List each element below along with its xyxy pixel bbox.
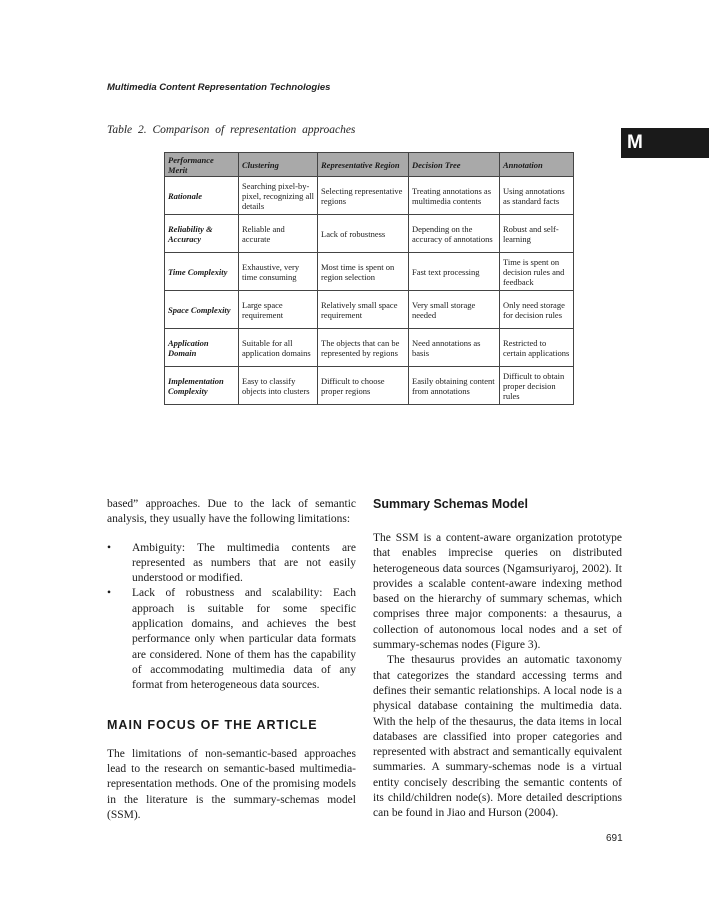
- table-cell: Restricted to certain applications: [500, 329, 574, 367]
- table-cell: Robust and self-learning: [500, 215, 574, 253]
- table-cell: Lack of robustness: [318, 215, 409, 253]
- header-annotation: Annotation: [500, 153, 574, 177]
- table-row: [165, 329, 574, 367]
- table-cell-merit: Reliability & Accuracy: [165, 215, 239, 253]
- table-cell: Difficult to obtain proper decision rules: [500, 367, 574, 405]
- left-column: [107, 497, 356, 823]
- table-cell: Searching pixel-by-pixel, recognizing all details: [239, 177, 318, 215]
- table-caption: Table 2. Comparison of representation approaches: [107, 124, 356, 136]
- running-title: Multimedia Content Representation Technologies: [107, 82, 331, 93]
- list-item: [107, 586, 356, 693]
- section-paragraph: The limitations of non-semantic-based approaches lead to the research on semantic-based multimedia-representation methods. One of the promising models in the literature is the summary-schemas model (SSM).: [107, 747, 356, 822]
- section-heading: MAIN FOCUS OF THE ARTICLE: [107, 717, 318, 732]
- table-cell: Fast text processing: [409, 253, 500, 291]
- table-cell: Very small storage needed: [409, 291, 500, 329]
- bullet-text: Lack of robustness and scalability: Each approach is suitable for some specific application domains, and achieves the best performance only when particular data formats are considered. None of them has the capability of accommodating multimedia data of any format from heterogeneous data sources.: [132, 587, 356, 692]
- header-performance-merit: Performance Merit: [165, 153, 239, 177]
- table-cell: Difficult to choose proper regions: [318, 367, 409, 405]
- subsection-heading: Summary Schemas Model: [373, 497, 528, 511]
- table-cell-merit: Time Complexity: [165, 253, 239, 291]
- limitations-list: [107, 541, 356, 694]
- table-cell: Relatively small space requirement: [318, 291, 409, 329]
- table-cell: Only need storage for decision rules: [500, 291, 574, 329]
- table-cell-merit: Space Complexity: [165, 291, 239, 329]
- table-cell: Suitable for all application domains: [239, 329, 318, 367]
- table-cell: Depending on the accuracy of annotations: [409, 215, 500, 253]
- table-cell: The objects that can be represented by regions: [318, 329, 409, 367]
- ssm-paragraph-2: The thesaurus provides an automatic taxonomy that categorizes the standard accessing terms and defines their semantic relationships. A local node is a physical database containing the multimedia data. With the help of the thesaurus, the data items in local databases are classified into proper categories and represented with abstract and semantically equivalent summaries. A summary-schemas node is a virtual entity concisely describing the semantic contents of its child/children node(s). More detailed descriptions can be found in Jiao and Hurson (2004).: [373, 654, 622, 820]
- table-cell: Easy to classify objects into clusters: [239, 367, 318, 405]
- table-header-row: [165, 153, 574, 177]
- table-cell: Reliable and accurate: [239, 215, 318, 253]
- table-cell-merit: Implementation Complexity: [165, 367, 239, 405]
- header-clustering: Clustering: [239, 153, 318, 177]
- table-cell: Selecting representative regions: [318, 177, 409, 215]
- bullet-icon: •: [107, 587, 112, 600]
- table-cell: Treating annotations as multimedia contents: [409, 177, 500, 215]
- table-row: [165, 367, 574, 405]
- list-item: [107, 541, 356, 587]
- bullet-icon: •: [107, 541, 112, 554]
- ssm-paragraph-1: The SSM is a content-aware organization prototype that enables imprecise queries on distributed heterogeneous data sources (Ngamsuriyaroj, 2002). It provides a scalable content-aware indexing method based on the hierarchy of summary schemas, which comprises three major components: a thesaurus, a collection of autonomous local nodes and a set of summary-schemas nodes (Figure 3).: [373, 532, 622, 652]
- header-representative-region: Representative Region: [318, 153, 409, 177]
- intro-paragraph: based” approaches. Due to the lack of semantic analysis, they usually have the following limitations:: [107, 498, 356, 526]
- table-row: [165, 177, 574, 215]
- header-decision-tree: Decision Tree: [409, 153, 500, 177]
- right-column: [373, 497, 622, 822]
- table-cell: Exhaustive, very time consuming: [239, 253, 318, 291]
- table-cell: Large space requirement: [239, 291, 318, 329]
- table-cell-merit: Application Domain: [165, 329, 239, 367]
- table-cell: Most time is spent on region selection: [318, 253, 409, 291]
- table-cell: Easily obtaining content from annotations: [409, 367, 500, 405]
- table-cell: Time is spent on decision rules and feedback: [500, 253, 574, 291]
- bullet-text: Ambiguity: The multimedia contents are represented as numbers that are not easily understood or modified.: [132, 541, 356, 585]
- section-tab-marker: M: [621, 128, 709, 158]
- page-number: 691: [606, 833, 623, 844]
- comparison-table: [164, 152, 574, 405]
- table-row: [165, 215, 574, 253]
- table-cell: Need annotations as basis: [409, 329, 500, 367]
- table-row: [165, 291, 574, 329]
- table-row: [165, 253, 574, 291]
- table-cell: Using annotations as standard facts: [500, 177, 574, 215]
- table-cell-merit: Rationale: [165, 177, 239, 215]
